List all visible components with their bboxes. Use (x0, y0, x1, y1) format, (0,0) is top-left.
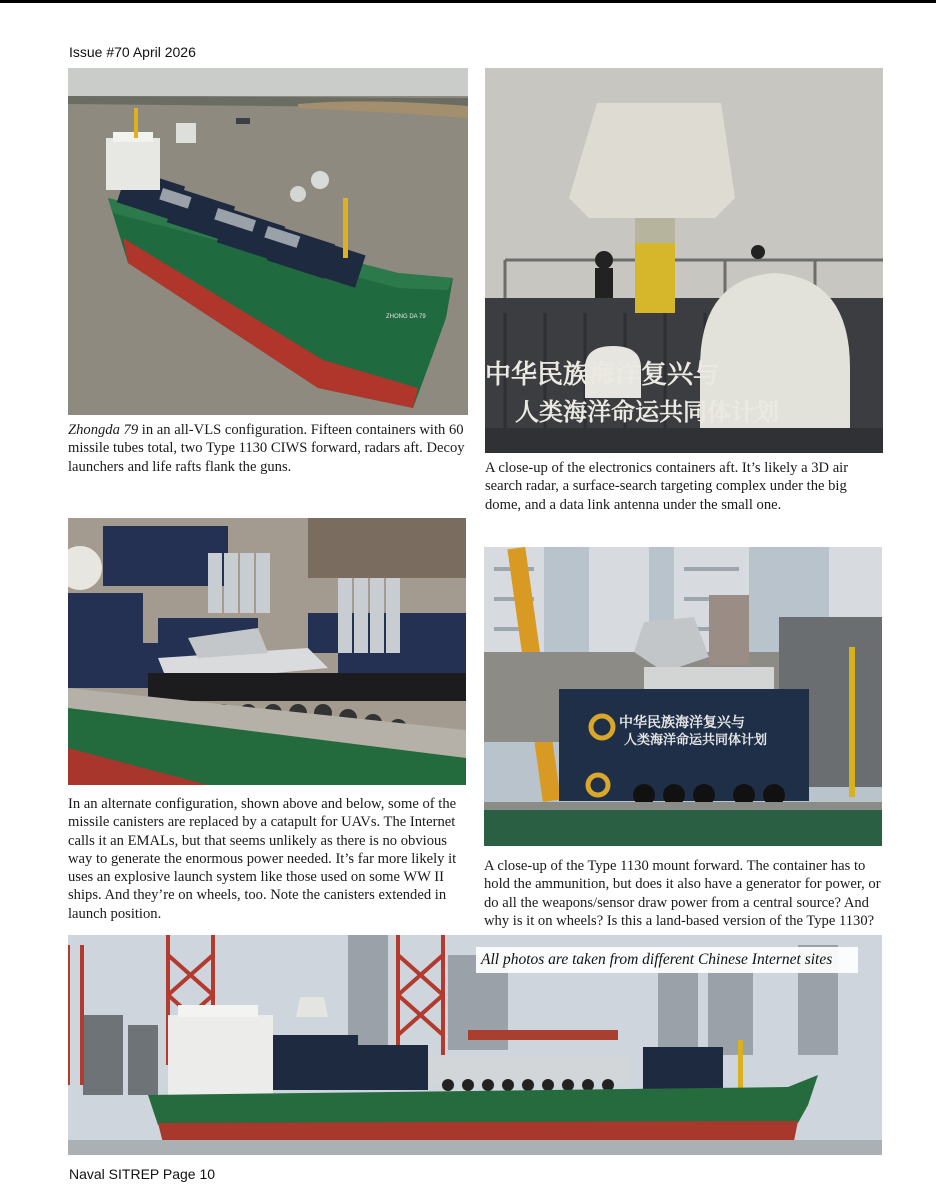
container-banner-line1: 中华民族海洋复兴与 (619, 715, 745, 731)
container-banner-line2: 人类海洋命运共同体计划 (515, 398, 779, 426)
page-footer: Naval SITREP Page 10 (69, 1166, 216, 1182)
ship-name: Zhongda 79 (68, 422, 139, 438)
type1130-caption: A close-up of the Type 1130 mount forward. The container has to hold the ammunition, but does it also have a generator for power, or do all the weapons/sensor draw power from a central source? And why is it on wheels? Is this a land-based version of the Type 1130? (484, 858, 881, 929)
electronics-closeup-photo (485, 68, 883, 453)
uav-caption: In an alternate configuration, shown above and below, some of the missile canisters are replaced by a catapult for UAVs. The Internet calls it an EMALs, but that seems unlikely as there is no obvious way to generate the enormous power needed. It’s far more likely it uses an explosive launch system like those used on some WW II ships. And they’re on wheels, too. Note the canisters extended in launch position. (68, 796, 457, 922)
top-rule (0, 0, 936, 3)
type1130-closeup-photo (484, 547, 882, 846)
issue-header: Issue #70 April 2026 (69, 44, 196, 60)
container-banner-line1: 中华民族海洋复兴与 (485, 360, 720, 390)
hull-marking: ZHONG DA 79 (386, 314, 426, 320)
electronics-caption: A close-up of the electronics containers aft. It’s likely a 3D air search radar, a surface-search targeting complex under the big dome, and a data link antenna under the small one. (485, 460, 849, 513)
ship-overview-caption: Zhongda 79 in an all-VLS configuration. Fifteen containers with 60 missile tubes total, two Type 1130 CIWS forward, radars aft. Decoy launchers and life rafts flank the guns. (68, 422, 465, 475)
ship-overview-photo (68, 68, 468, 415)
uav-config-photo (68, 518, 466, 785)
container-banner-line2: 人类海洋命运共同体计划 (624, 733, 768, 748)
photo-credit: All photos are taken from different Chinese Internet sites (476, 947, 858, 973)
